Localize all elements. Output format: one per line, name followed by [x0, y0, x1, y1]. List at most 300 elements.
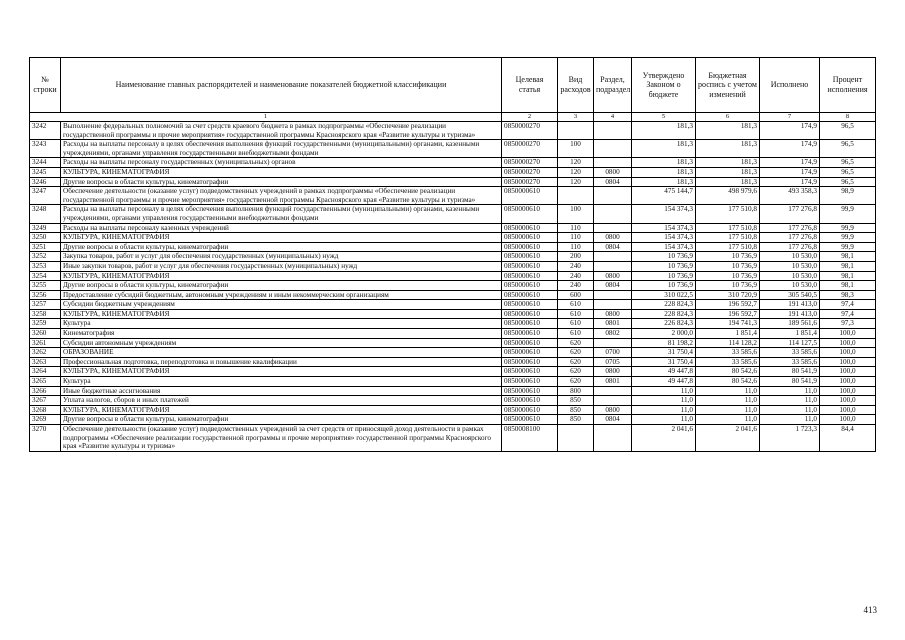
executed-amount: 189 561,6	[760, 319, 820, 329]
expense-kind: 200	[558, 252, 594, 262]
row-number: 3269	[30, 415, 61, 425]
row-number: 3267	[30, 396, 61, 406]
row-name: Другие вопросы в области культуры, кинематографии	[61, 281, 502, 291]
row-number: 3242	[30, 122, 61, 140]
execution-percent: 97,3	[820, 319, 876, 329]
section-code: 0800	[594, 271, 632, 281]
approved-amount: 154 374,3	[632, 242, 696, 252]
executed-amount: 10 530,0	[760, 261, 820, 271]
table-row	[30, 167, 876, 177]
budget-amount: 114 128,2	[696, 338, 760, 348]
budget-amount: 80 542,6	[696, 367, 760, 377]
section-code	[594, 252, 632, 262]
row-name: Субсидии автономным учреждениям	[61, 338, 502, 348]
table-row	[30, 338, 876, 348]
executed-amount: 33 585,6	[760, 357, 820, 367]
section-code: 0804	[594, 177, 632, 187]
execution-percent: 100,0	[820, 338, 876, 348]
row-number: 3257	[30, 300, 61, 310]
row-number: 3251	[30, 242, 61, 252]
executed-amount: 174,9	[760, 158, 820, 168]
expense-kind: 240	[558, 281, 594, 291]
section-code: 0804	[594, 242, 632, 252]
colnum-4: 4	[594, 113, 632, 122]
section-code	[594, 338, 632, 348]
header-target: Целевая статья	[502, 58, 558, 113]
row-number: 3254	[30, 271, 61, 281]
header-kind: Вид расходов	[558, 58, 594, 113]
row-number: 3249	[30, 223, 61, 233]
approved-amount: 226 824,3	[632, 319, 696, 329]
executed-amount: 10 530,0	[760, 281, 820, 291]
expense-kind: 610	[558, 309, 594, 319]
row-name: Культура	[61, 319, 502, 329]
section-code: 0804	[594, 281, 632, 291]
row-name: КУЛЬТУРА, КИНЕМАТОГРАФИЯ	[61, 309, 502, 319]
row-number: 3268	[30, 405, 61, 415]
expense-kind: 850	[558, 415, 594, 425]
table-row	[30, 261, 876, 271]
header-row	[30, 58, 876, 113]
row-name: КУЛЬТУРА, КИНЕМАТОГРАФИЯ	[61, 405, 502, 415]
target-article: 0850008100	[502, 425, 558, 452]
execution-percent: 99,9	[820, 242, 876, 252]
row-number: 3261	[30, 338, 61, 348]
table-row	[30, 271, 876, 281]
table-row	[30, 415, 876, 425]
header-budget: Бюджетная роспись с учетом изменений	[696, 58, 760, 113]
budget-amount: 11,0	[696, 415, 760, 425]
executed-amount: 174,9	[760, 177, 820, 187]
section-code	[594, 425, 632, 452]
table-row	[30, 300, 876, 310]
row-name: КУЛЬТУРА, КИНЕМАТОГРАФИЯ	[61, 271, 502, 281]
table-row	[30, 309, 876, 319]
approved-amount: 11,0	[632, 386, 696, 396]
table-row	[30, 242, 876, 252]
executed-amount: 493 358,3	[760, 187, 820, 205]
row-number: 3245	[30, 167, 61, 177]
expense-kind: 120	[558, 177, 594, 187]
row-number: 3259	[30, 319, 61, 329]
target-article: 0850000610	[502, 357, 558, 367]
page-number: 413	[863, 605, 877, 615]
row-name: Другие вопросы в области культуры, кинематографии	[61, 242, 502, 252]
execution-percent: 100,0	[820, 377, 876, 387]
section-code: 0800	[594, 233, 632, 243]
approved-amount: 11,0	[632, 415, 696, 425]
target-article: 0850000610	[502, 261, 558, 271]
row-name: Расходы на выплаты персоналу казенных учреждений	[61, 223, 502, 233]
expense-kind: 850	[558, 396, 594, 406]
row-name: Уплата налогов, сборов и иных платежей	[61, 396, 502, 406]
executed-amount: 177 276,8	[760, 205, 820, 223]
target-article: 0850000270	[502, 158, 558, 168]
section-code: 0802	[594, 329, 632, 339]
row-name: Обеспечение деятельности (оказание услуг) подведомственных учреждений в рамках подпрограммы «Обеспечение реализации государственной программы и прочие мероприятия» государственной программы Красноярского края «Развитие культуры и туризма»	[61, 187, 502, 205]
approved-amount: 154 374,3	[632, 205, 696, 223]
approved-amount: 10 736,9	[632, 252, 696, 262]
table-row	[30, 367, 876, 377]
execution-percent: 97,4	[820, 300, 876, 310]
execution-percent: 100,0	[820, 348, 876, 358]
approved-amount: 10 736,9	[632, 261, 696, 271]
execution-percent: 99,9	[820, 223, 876, 233]
table-body	[30, 122, 876, 452]
budget-amount: 10 736,9	[696, 271, 760, 281]
budget-amount: 310 720,9	[696, 290, 760, 300]
section-code	[594, 396, 632, 406]
row-number: 3247	[30, 187, 61, 205]
table-row	[30, 252, 876, 262]
section-code	[594, 122, 632, 140]
row-number: 3265	[30, 377, 61, 387]
target-article: 0850000270	[502, 167, 558, 177]
header-approved: Утверждено Законом о бюджете	[632, 58, 696, 113]
expense-kind: 110	[558, 223, 594, 233]
execution-percent: 100,0	[820, 367, 876, 377]
section-code: 0801	[594, 377, 632, 387]
execution-percent: 100,0	[820, 396, 876, 406]
execution-percent: 100,0	[820, 357, 876, 367]
execution-percent: 84,4	[820, 425, 876, 452]
approved-amount: 81 198,2	[632, 338, 696, 348]
executed-amount: 10 530,0	[760, 252, 820, 262]
colnum-3: 3	[558, 113, 594, 122]
budget-amount: 181,3	[696, 158, 760, 168]
table-row	[30, 223, 876, 233]
section-code	[594, 290, 632, 300]
row-number: 3260	[30, 329, 61, 339]
budget-amount: 177 510,8	[696, 233, 760, 243]
executed-amount: 174,9	[760, 167, 820, 177]
table-row	[30, 377, 876, 387]
target-article: 0850000610	[502, 396, 558, 406]
execution-percent: 99,9	[820, 205, 876, 223]
section-code: 0705	[594, 357, 632, 367]
target-article: 0850000610	[502, 309, 558, 319]
expense-kind: 110	[558, 233, 594, 243]
approved-amount: 154 374,3	[632, 223, 696, 233]
row-number: 3256	[30, 290, 61, 300]
section-code	[594, 158, 632, 168]
approved-amount: 475 144,7	[632, 187, 696, 205]
section-code: 0800	[594, 405, 632, 415]
expense-kind	[558, 425, 594, 452]
expense-kind: 850	[558, 405, 594, 415]
executed-amount: 177 276,8	[760, 233, 820, 243]
section-code: 0800	[594, 367, 632, 377]
executed-amount: 177 276,8	[760, 223, 820, 233]
budget-amount: 196 592,7	[696, 300, 760, 310]
execution-percent: 96,5	[820, 158, 876, 168]
row-number: 3262	[30, 348, 61, 358]
section-code	[594, 261, 632, 271]
budget-amount: 177 510,8	[696, 205, 760, 223]
executed-amount: 177 276,8	[760, 242, 820, 252]
approved-amount: 2 041,6	[632, 425, 696, 452]
approved-amount: 11,0	[632, 405, 696, 415]
column-number-row	[30, 113, 876, 122]
target-article: 0850000610	[502, 242, 558, 252]
approved-amount: 181,3	[632, 122, 696, 140]
table-row	[30, 281, 876, 291]
budget-amount: 10 736,9	[696, 281, 760, 291]
target-article: 0850000610	[502, 367, 558, 377]
budget-amount: 11,0	[696, 396, 760, 406]
colnum-8: 8	[820, 113, 876, 122]
section-code	[594, 187, 632, 205]
execution-percent: 100,0	[820, 405, 876, 415]
approved-amount: 181,3	[632, 167, 696, 177]
row-number: 3270	[30, 425, 61, 452]
row-number: 3252	[30, 252, 61, 262]
section-code: 0800	[594, 309, 632, 319]
execution-percent: 98,1	[820, 281, 876, 291]
row-name: Предоставление субсидий бюджетным, автономным учреждениям и иным некоммерческим организациям	[61, 290, 502, 300]
budget-amount: 10 736,9	[696, 261, 760, 271]
execution-percent: 99,9	[820, 233, 876, 243]
table-row	[30, 140, 876, 158]
execution-percent: 98,1	[820, 271, 876, 281]
table-row	[30, 177, 876, 187]
table-row	[30, 329, 876, 339]
execution-percent: 96,5	[820, 122, 876, 140]
target-article: 0850000610	[502, 223, 558, 233]
budget-amount: 194 741,3	[696, 319, 760, 329]
budget-amount: 11,0	[696, 405, 760, 415]
row-name: Выполнение федеральных полномочий за счет средств краевого бюджета в рамках подпрограммы «Обеспечение реализации государственной программы и прочие мероприятия» государственной программы Красноярского края «Развитие культуры и туризма»	[61, 122, 502, 140]
section-code	[594, 205, 632, 223]
executed-amount: 80 541,9	[760, 377, 820, 387]
section-code	[594, 140, 632, 158]
row-number: 3266	[30, 386, 61, 396]
approved-amount: 49 447,8	[632, 367, 696, 377]
expense-kind: 600	[558, 290, 594, 300]
target-article: 0850000610	[502, 338, 558, 348]
budget-amount: 2 041,6	[696, 425, 760, 452]
expense-kind: 800	[558, 386, 594, 396]
expense-kind: 620	[558, 338, 594, 348]
row-name: Расходы на выплаты персоналу в целях обеспечения выполнения функций государственными (муниципальными) органами, казенными учреждениями, органами управления государственными внебюджетными фондами	[61, 140, 502, 158]
expense-kind: 610	[558, 319, 594, 329]
row-number: 3264	[30, 367, 61, 377]
row-name: КУЛЬТУРА, КИНЕМАТОГРАФИЯ	[61, 167, 502, 177]
approved-amount: 181,3	[632, 140, 696, 158]
table-row	[30, 348, 876, 358]
execution-percent: 100,0	[820, 415, 876, 425]
table-row	[30, 205, 876, 223]
approved-amount: 310 022,5	[632, 290, 696, 300]
executed-amount: 11,0	[760, 386, 820, 396]
section-code: 0801	[594, 319, 632, 329]
row-name: Иные закупки товаров, работ и услуг для обеспечения государственных (муниципальных) нужд	[61, 261, 502, 271]
row-name: Кинематография	[61, 329, 502, 339]
executed-amount: 191 413,0	[760, 309, 820, 319]
section-code: 0700	[594, 348, 632, 358]
row-number: 3250	[30, 233, 61, 243]
header-name: Наименование главных распорядителей и наименование показателей бюджетной классификации	[61, 58, 502, 113]
expense-kind: 120	[558, 167, 594, 177]
execution-percent: 96,5	[820, 167, 876, 177]
approved-amount: 11,0	[632, 396, 696, 406]
row-name: Обеспечение деятельности (оказание услуг) подведомственных учреждений за счет средств от приносящей доход деятельности в рамках подпрограммы «Обеспечение реализации государственной программы и прочие мероприятия» государственной программы Красноярского края «Развитие культуры и туризма»	[61, 425, 502, 452]
executed-amount: 11,0	[760, 415, 820, 425]
expense-kind: 100	[558, 205, 594, 223]
section-code	[594, 300, 632, 310]
executed-amount: 1 723,3	[760, 425, 820, 452]
table-row	[30, 357, 876, 367]
approved-amount: 2 000,0	[632, 329, 696, 339]
target-article: 0850000610	[502, 205, 558, 223]
row-name: Профессиональная подготовка, переподготовка и повышение квалификации	[61, 357, 502, 367]
target-article: 0850000270	[502, 122, 558, 140]
target-article: 0850000610	[502, 405, 558, 415]
execution-percent: 100,0	[820, 386, 876, 396]
target-article: 0850000610	[502, 281, 558, 291]
expense-kind: 620	[558, 367, 594, 377]
table-row	[30, 396, 876, 406]
executed-amount: 305 540,5	[760, 290, 820, 300]
table-row	[30, 290, 876, 300]
executed-amount: 33 585,6	[760, 348, 820, 358]
target-article: 0850000610	[502, 290, 558, 300]
table-row	[30, 405, 876, 415]
expense-kind: 240	[558, 271, 594, 281]
header-row-no: № строки	[30, 58, 61, 113]
approved-amount: 228 824,3	[632, 300, 696, 310]
approved-amount: 10 736,9	[632, 271, 696, 281]
target-article: 0850000610	[502, 271, 558, 281]
approved-amount: 10 736,9	[632, 281, 696, 291]
budget-amount: 181,3	[696, 167, 760, 177]
execution-percent: 98,9	[820, 187, 876, 205]
row-name: КУЛЬТУРА, КИНЕМАТОГРАФИЯ	[61, 367, 502, 377]
expense-kind: 240	[558, 261, 594, 271]
budget-amount: 196 592,7	[696, 309, 760, 319]
approved-amount: 181,3	[632, 177, 696, 187]
executed-amount: 114 127,5	[760, 338, 820, 348]
section-code	[594, 223, 632, 233]
table-row	[30, 158, 876, 168]
expense-kind: 100	[558, 140, 594, 158]
target-article: 0850000610	[502, 377, 558, 387]
row-number: 3248	[30, 205, 61, 223]
budget-table	[29, 57, 876, 452]
budget-amount: 80 542,6	[696, 377, 760, 387]
approved-amount: 31 750,4	[632, 348, 696, 358]
section-code	[594, 386, 632, 396]
expense-kind: 620	[558, 348, 594, 358]
table-row	[30, 425, 876, 452]
row-number: 3243	[30, 140, 61, 158]
row-number: 3244	[30, 158, 61, 168]
execution-percent: 96,5	[820, 177, 876, 187]
colnum-2: 2	[502, 113, 558, 122]
execution-percent: 97,4	[820, 309, 876, 319]
executed-amount: 10 530,0	[760, 271, 820, 281]
colnum-7: 7	[760, 113, 820, 122]
expense-kind: 620	[558, 357, 594, 367]
target-article: 0850000610	[502, 348, 558, 358]
executed-amount: 80 541,9	[760, 367, 820, 377]
execution-percent: 100,0	[820, 329, 876, 339]
header-executed: Исполнено	[760, 58, 820, 113]
expense-kind: 110	[558, 242, 594, 252]
budget-amount: 181,3	[696, 122, 760, 140]
colnum-1: 1	[30, 113, 502, 122]
section-code: 0800	[594, 167, 632, 177]
row-number: 3258	[30, 309, 61, 319]
row-number: 3253	[30, 261, 61, 271]
expense-kind: 620	[558, 377, 594, 387]
budget-amount: 181,3	[696, 177, 760, 187]
execution-percent: 98,3	[820, 290, 876, 300]
approved-amount: 31 750,4	[632, 357, 696, 367]
expense-kind	[558, 187, 594, 205]
table-row	[30, 187, 876, 205]
executed-amount: 174,9	[760, 122, 820, 140]
target-article: 0850000270	[502, 177, 558, 187]
colnum-5: 5	[632, 113, 696, 122]
target-article: 0850000610	[502, 386, 558, 396]
expense-kind: 610	[558, 329, 594, 339]
execution-percent: 96,5	[820, 140, 876, 158]
expense-kind: 610	[558, 300, 594, 310]
budget-amount: 33 585,6	[696, 357, 760, 367]
budget-amount: 177 510,8	[696, 223, 760, 233]
expense-kind	[558, 122, 594, 140]
executed-amount: 191 413,0	[760, 300, 820, 310]
table-row	[30, 319, 876, 329]
expense-kind: 120	[558, 158, 594, 168]
row-name: Иные бюджетные ассигнования	[61, 386, 502, 396]
row-name: Другие вопросы в области культуры, кинематографии	[61, 415, 502, 425]
target-article: 0850000270	[502, 140, 558, 158]
row-name: КУЛЬТУРА, КИНЕМАТОГРАФИЯ	[61, 233, 502, 243]
row-number: 3246	[30, 177, 61, 187]
target-article: 0850000610	[502, 233, 558, 243]
budget-amount: 1 851,4	[696, 329, 760, 339]
approved-amount: 49 447,8	[632, 377, 696, 387]
row-name: ОБРАЗОВАНИЕ	[61, 348, 502, 358]
row-number: 3263	[30, 357, 61, 367]
table-row	[30, 386, 876, 396]
approved-amount: 228 824,3	[632, 309, 696, 319]
section-code: 0804	[594, 415, 632, 425]
executed-amount: 174,9	[760, 140, 820, 158]
approved-amount: 154 374,3	[632, 233, 696, 243]
row-name: Расходы на выплаты персоналу в целях обеспечения выполнения функций государственными (муниципальными) органами, казенными учреждениями, органами управления государственными внебюджетными фондами	[61, 205, 502, 223]
target-article: 0850000610	[502, 319, 558, 329]
row-name: Субсидии бюджетным учреждениям	[61, 300, 502, 310]
executed-amount: 11,0	[760, 405, 820, 415]
budget-amount: 10 736,9	[696, 252, 760, 262]
execution-percent: 98,1	[820, 261, 876, 271]
budget-amount: 498 979,6	[696, 187, 760, 205]
row-name: Закупка товаров, работ и услуг для обеспечения государственных (муниципальных) нужд	[61, 252, 502, 262]
budget-amount: 33 585,6	[696, 348, 760, 358]
budget-amount: 11,0	[696, 386, 760, 396]
target-article: 0850000610	[502, 187, 558, 205]
executed-amount: 11,0	[760, 396, 820, 406]
execution-percent: 98,1	[820, 252, 876, 262]
row-name: Другие вопросы в области культуры, кинематографии	[61, 177, 502, 187]
approved-amount: 181,3	[632, 158, 696, 168]
target-article: 0850000610	[502, 415, 558, 425]
target-article: 0850000610	[502, 300, 558, 310]
target-article: 0850000610	[502, 252, 558, 262]
